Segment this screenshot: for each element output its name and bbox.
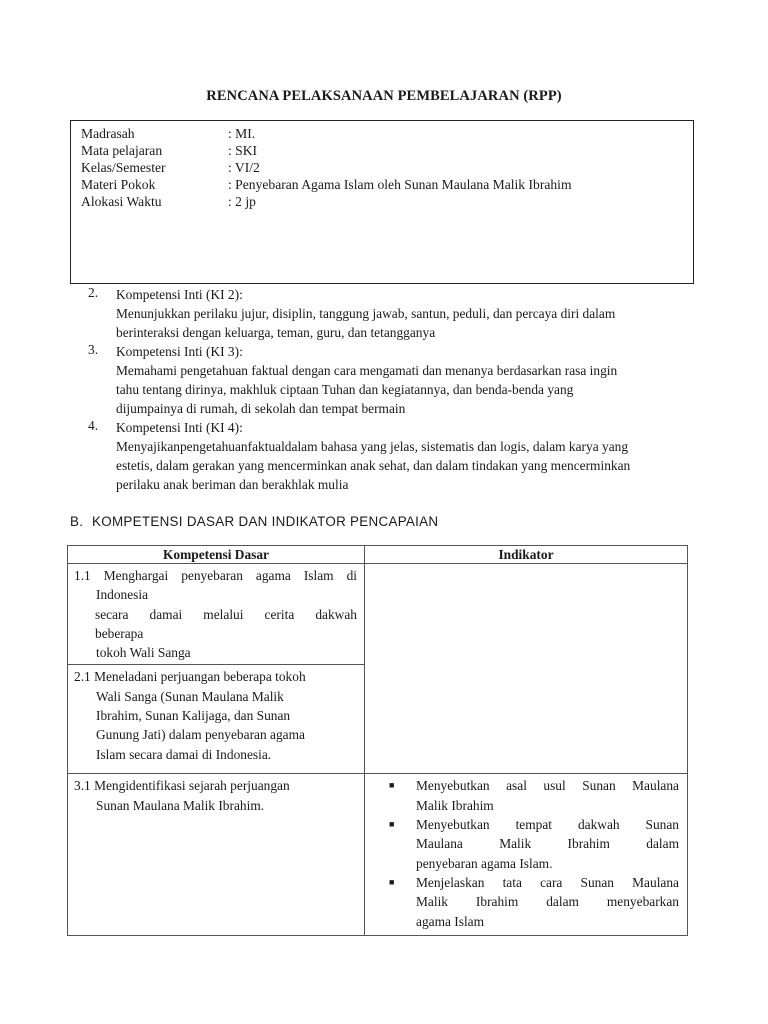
identity-label: Materi Pokok xyxy=(81,177,156,192)
identity-box xyxy=(70,120,694,284)
identity-label: Madrasah xyxy=(81,126,135,141)
indikator-cell xyxy=(365,564,688,774)
ki-line: berinteraksi dengan keluarga, teman, guru, dan tetangganya xyxy=(116,325,436,340)
identity-value: : MI. xyxy=(228,126,256,141)
indikator-cell xyxy=(365,774,688,935)
indicator-line: Maulana Malik Ibrahim dalam xyxy=(416,836,679,852)
table-row xyxy=(68,564,688,665)
kd-cell xyxy=(68,564,365,665)
kd-line: 3.1 Mengidentifikasi sejarah perjuangan xyxy=(74,778,290,794)
identity-value: : SKI xyxy=(228,143,258,158)
ki-item-2 xyxy=(88,285,716,342)
ki-number: 3. xyxy=(88,342,99,357)
kd-line: 2.1 Meneladani perjuangan beberapa tokoh xyxy=(74,669,306,685)
ki-number: 4. xyxy=(88,418,99,433)
identity-label: Kelas/Semester xyxy=(81,160,166,175)
ki-line: Memahami pengetahuan faktual dengan cara mengamati dan menanya berdasarkan rasa ingin xyxy=(116,363,618,378)
ki-line: dijumpainya di rumah, di sekolah dan tempat bermain xyxy=(116,401,406,416)
competency-table xyxy=(67,545,688,936)
kd-line: beberapa xyxy=(95,625,144,641)
page-title: RENCANA PELAKSANAAN PEMBELAJARAN (RPP) xyxy=(206,88,562,104)
indicator-item xyxy=(387,873,679,931)
kd-line: 1.1 Menghargai penyebaran agama Islam di xyxy=(74,568,357,583)
indicator-line: agama Islam xyxy=(416,913,485,929)
bullet-square-icon: ■ xyxy=(389,876,395,887)
column-header-indikator: Indikator xyxy=(365,546,688,564)
ki-line: perilaku anak beriman dan berakhlak mulia xyxy=(116,477,349,492)
identity-value: : Penyebaran Agama Islam oleh Sunan Maulana Malik Ibrahim xyxy=(228,177,572,192)
indicator-item xyxy=(387,776,679,815)
section-title: KOMPETENSI DASAR DAN INDIKATOR PENCAPAIAN xyxy=(92,514,439,529)
kd-line: Ibrahim, Sunan Kalijaga, dan Sunan xyxy=(96,708,291,724)
indicator-line: Menjelaskan tata cara Sunan Maulana xyxy=(416,874,679,890)
ki-line: estetis, dalam gerakan yang mencerminkan anak sehat, dan dalam tindakan yang mencerminkan xyxy=(116,458,631,473)
ki-line: Menyajikanpengetahuanfaktualdalam bahasa yang jelas, sistematis dan logis, dalam karya yang xyxy=(116,439,629,454)
kd-line: secara damai melalui cerita dakwah xyxy=(95,606,357,622)
kd-line: Gunung Jati) dalam penyebaran agama xyxy=(96,727,305,743)
ki-heading: Kompetensi Inti (KI 3): xyxy=(116,344,243,359)
table-header-row xyxy=(68,546,688,564)
ki-list xyxy=(88,266,716,494)
ki-number: 2. xyxy=(88,285,99,300)
kd-cell xyxy=(68,665,365,774)
section-heading xyxy=(70,514,438,529)
kd-line: Islam secara damai di Indonesia. xyxy=(96,746,272,762)
section-letter: B. xyxy=(70,514,84,529)
ki-heading: Kompetensi Inti (KI 2): xyxy=(116,287,243,302)
identity-label: Alokasi Waktu xyxy=(81,194,162,209)
bullet-square-icon: ■ xyxy=(389,819,395,830)
ki-item-3 xyxy=(88,342,716,418)
indicator-item xyxy=(387,815,679,873)
ki-heading: Kompetensi Inti (KI 4): xyxy=(116,420,243,435)
kd-line: Wali Sanga (Sunan Maulana Malik xyxy=(96,688,284,704)
kd-line: tokoh Wali Sanga xyxy=(96,645,191,661)
indicator-line: Malik Ibrahim dalam menyebarkan xyxy=(416,894,679,910)
ki-item-4 xyxy=(88,418,716,494)
ki-line: Menunjukkan perilaku jujur, disiplin, tanggung jawab, santun, peduli, dan percaya diri dalam xyxy=(116,306,616,321)
column-header-kd: Kompetensi Dasar xyxy=(68,546,365,564)
indicator-line: Malik Ibrahim xyxy=(416,797,494,813)
kd-line: Sunan Maulana Malik Ibrahim. xyxy=(96,797,265,813)
kd-cell xyxy=(68,774,365,935)
ki-line: tahu tentang dirinya, makhluk ciptaan Tuhan dan kegiatannya, dan benda-benda yang xyxy=(116,382,574,397)
identity-value: : 2 jp xyxy=(228,194,256,209)
identity-label: Mata pelajaran xyxy=(81,143,163,158)
kd-line: Indonesia xyxy=(96,587,149,603)
indicator-line: Menyebutkan asal usul Sunan Maulana xyxy=(416,778,679,794)
table-row xyxy=(68,774,688,935)
indicator-line: Menyebutkan tempat dakwah Sunan xyxy=(416,817,679,833)
indicator-line: penyebaran agama Islam. xyxy=(416,855,553,871)
bullet-square-icon: ■ xyxy=(389,780,395,791)
identity-value: : VI/2 xyxy=(228,160,260,175)
